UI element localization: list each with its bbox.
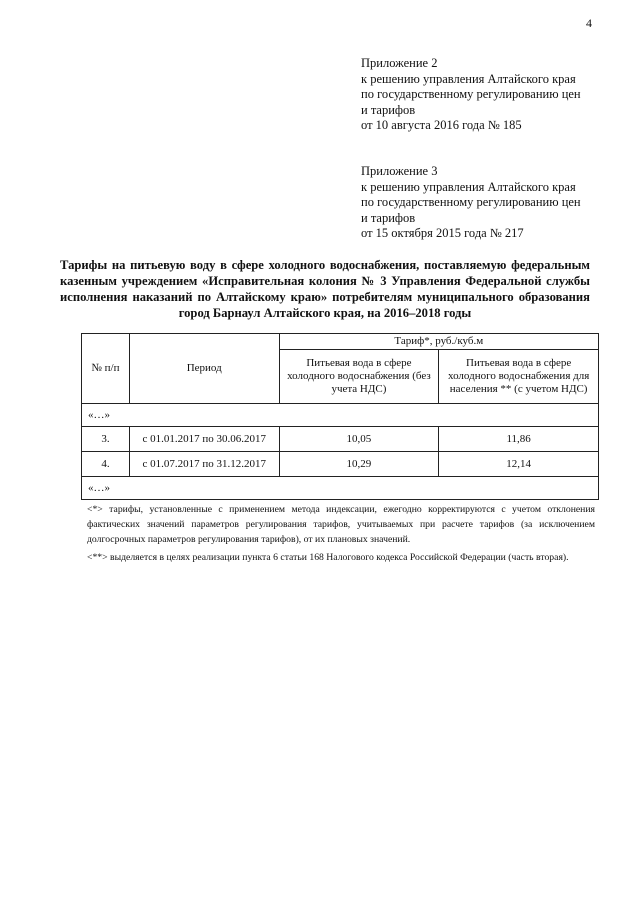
row-no-vat: 10,29 <box>279 452 439 477</box>
tariff-table <box>81 333 599 500</box>
appendix-3-line: Приложение 3 <box>361 164 438 178</box>
footnotes <box>87 502 595 568</box>
header-no-vat: Питьевая вода в сфере холодного водоснабжения (без учета НДС) <box>279 350 439 404</box>
footnote-2: <**> выделяется в целях реализации пункта 6 статьи 168 Налогового кодекса Российской Федерации (часть вторая). <box>87 552 569 563</box>
row-no-vat: 10,05 <box>279 427 439 452</box>
table-row <box>82 427 599 452</box>
row-period: с 01.07.2017 по 31.12.2017 <box>129 452 279 477</box>
appendix-3-line: к решению управления Алтайского края <box>361 179 576 194</box>
header-tariff: Тариф*, руб./куб.м <box>279 334 598 350</box>
table-row <box>82 452 599 477</box>
header-period: Период <box>129 334 279 404</box>
appendix-3-line: от 15 октября 2015 года № 217 <box>361 226 524 240</box>
appendix-2-line: Приложение 2 <box>361 56 438 70</box>
row-num: 4. <box>82 452 130 477</box>
appendix-3-line: по государственному регулированию цен <box>361 195 581 209</box>
header-num: № п/п <box>82 334 130 404</box>
appendix-3-block <box>361 164 621 242</box>
appendix-2-line: от 10 августа 2016 года № 185 <box>361 118 522 132</box>
row-population: 11,86 <box>439 427 599 452</box>
footnote-1: <*> тарифы, установленные с применением метода индексации, ежегодно корректируются с учетом отклонения фактических значений параметров регулирования тарифов, учитываемых при расчете тарифов (за исключением долгосрочных параметров регулирования тарифов), от их плановых значений. <box>87 504 595 545</box>
row-population: 12,14 <box>439 452 599 477</box>
appendix-3-line: и тарифов <box>361 210 416 225</box>
ellipsis-row-bottom: «…» <box>82 477 599 500</box>
document-title: Тарифы на питьевую воду в сфере холодного водоснабжения, поставляемую федеральным казенным учреждением «Исправительная колония № 3 Управления Федеральной службы исполнения наказаний по Алтайскому краю» потребителям муниципального образования город Барнаул Алтайского края, на 2016–2018 годы <box>60 258 590 320</box>
appendix-2-block <box>361 56 621 134</box>
appendix-2-line: по государственному регулированию цен <box>361 87 581 101</box>
row-period: с 01.01.2017 по 30.06.2017 <box>129 427 279 452</box>
ellipsis-row-top: «…» <box>82 404 599 427</box>
appendix-2-line: и тарифов <box>361 102 416 117</box>
header-population: Питьевая вода в сфере холодного водоснабжения для населения ** (с учетом НДС) <box>439 350 599 404</box>
page-number: 4 <box>586 16 592 30</box>
row-num: 3. <box>82 427 130 452</box>
appendix-2-line: к решению управления Алтайского края <box>361 71 576 86</box>
